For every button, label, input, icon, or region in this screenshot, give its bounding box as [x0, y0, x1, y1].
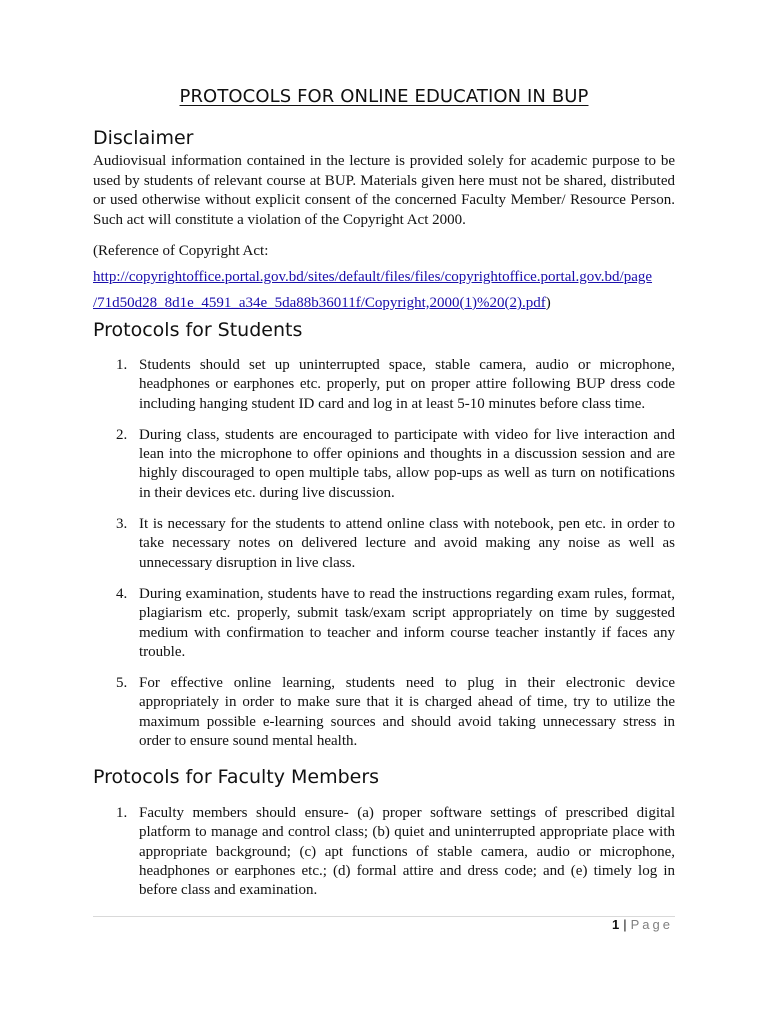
list-item-number: 5.	[116, 675, 128, 692]
list-item-number: 1.	[116, 357, 128, 373]
list-item-text: Students should set up uninterrupted space, stable camera, audio or microphone, headphones or earphones etc. properly, put on proper attire following BUP dress code including hanging student ID card and log in at least 5-10 minutes before class time.	[139, 357, 675, 412]
list-item-text: It is necessary for the students to attend online class with notebook, pen etc. in order to take necessary notes on delivered lecture and avoid making any noise as well as unnecessary disruption in live class.	[139, 516, 675, 571]
page-title: PROTOCOLS FOR ONLINE EDUCATION IN BUP	[179, 86, 589, 107]
footer-separator: |	[623, 917, 627, 932]
list-item-number: 2.	[116, 426, 128, 443]
faculty-protocol-list	[93, 804, 675, 900]
copyright-act-link-continued[interactable]: /71d50d28_8d1e_4591_a34e_5da88b36011f/Copyright,2000(1)%20(2).pdf	[93, 295, 546, 311]
list-item-number: 1.	[116, 805, 128, 821]
page-footer	[612, 917, 673, 932]
footer-divider	[93, 916, 675, 917]
reference-close-paren: )	[545, 295, 551, 311]
list-item-number: 3.	[116, 516, 128, 533]
reference-link-row-1	[93, 268, 652, 287]
disclaimer-heading: Disclaimer	[93, 127, 194, 149]
list-item	[93, 585, 675, 662]
list-item	[93, 674, 675, 751]
list-item	[93, 804, 675, 900]
students-heading: Protocols for Students	[93, 319, 303, 341]
faculty-heading: Protocols for Faculty Members	[93, 766, 380, 788]
students-protocol-list	[93, 356, 675, 751]
list-item-number: 4.	[116, 585, 128, 602]
reference-label: (Reference of Copyright Act:	[93, 243, 269, 259]
list-item-text: For effective online learning, students need to plug in their electronic device appropriately in order to make sure that it is charged ahead of time, try to utilize the maximum possible e-learning sources and should avoid taking unnecessary stress in order to ensure sound mental health.	[139, 675, 675, 750]
list-item-text: During examination, students have to read the instructions regarding exam rules, format, plagiarism etc. properly, submit task/exam script appropriately on time by suggested medium with confirmation to teacher and inform course teacher instantly if faces any trouble.	[139, 585, 675, 660]
disclaimer-text: Audiovisual information contained in the lecture is provided solely for academic purpose to be used by students of relevant course at BUP. Materials given here must not be shared, distributed or used otherwise without explicit consent of the concerned Faculty Member/ Resource Person. Such act will constitute a violation of the Copyright Act 2000.	[93, 153, 675, 228]
list-item	[93, 515, 675, 573]
list-item-text: Faculty members should ensure- (a) proper software settings of prescribed digital platform to manage and control class; (b) quiet and uninterrupted appropriate place with appropriate background; (c) apt functions of stable camera, audio or microphone, headphones or earphones etc.; (d) formal attire and dress code; and (e) timely log in before class and examination.	[139, 805, 675, 899]
list-item-text: During class, students are encouraged to participate with video for live interaction and lean into the microphone to offer opinions and thoughts in a discussion session and are highly discouraged to open multiple tabs, allow pop-ups as well as turn on notifications in their devices etc. during live discussion.	[139, 426, 675, 501]
list-item	[93, 356, 675, 414]
list-item	[93, 426, 675, 503]
copyright-act-link[interactable]: http://copyrightoffice.portal.gov.bd/sites/default/files/files/copyrightoffice.portal.gov.bd/page	[93, 269, 653, 285]
reference-link-row-2	[93, 294, 551, 313]
page-number: 1	[612, 917, 620, 932]
page-label: Page	[630, 917, 673, 932]
